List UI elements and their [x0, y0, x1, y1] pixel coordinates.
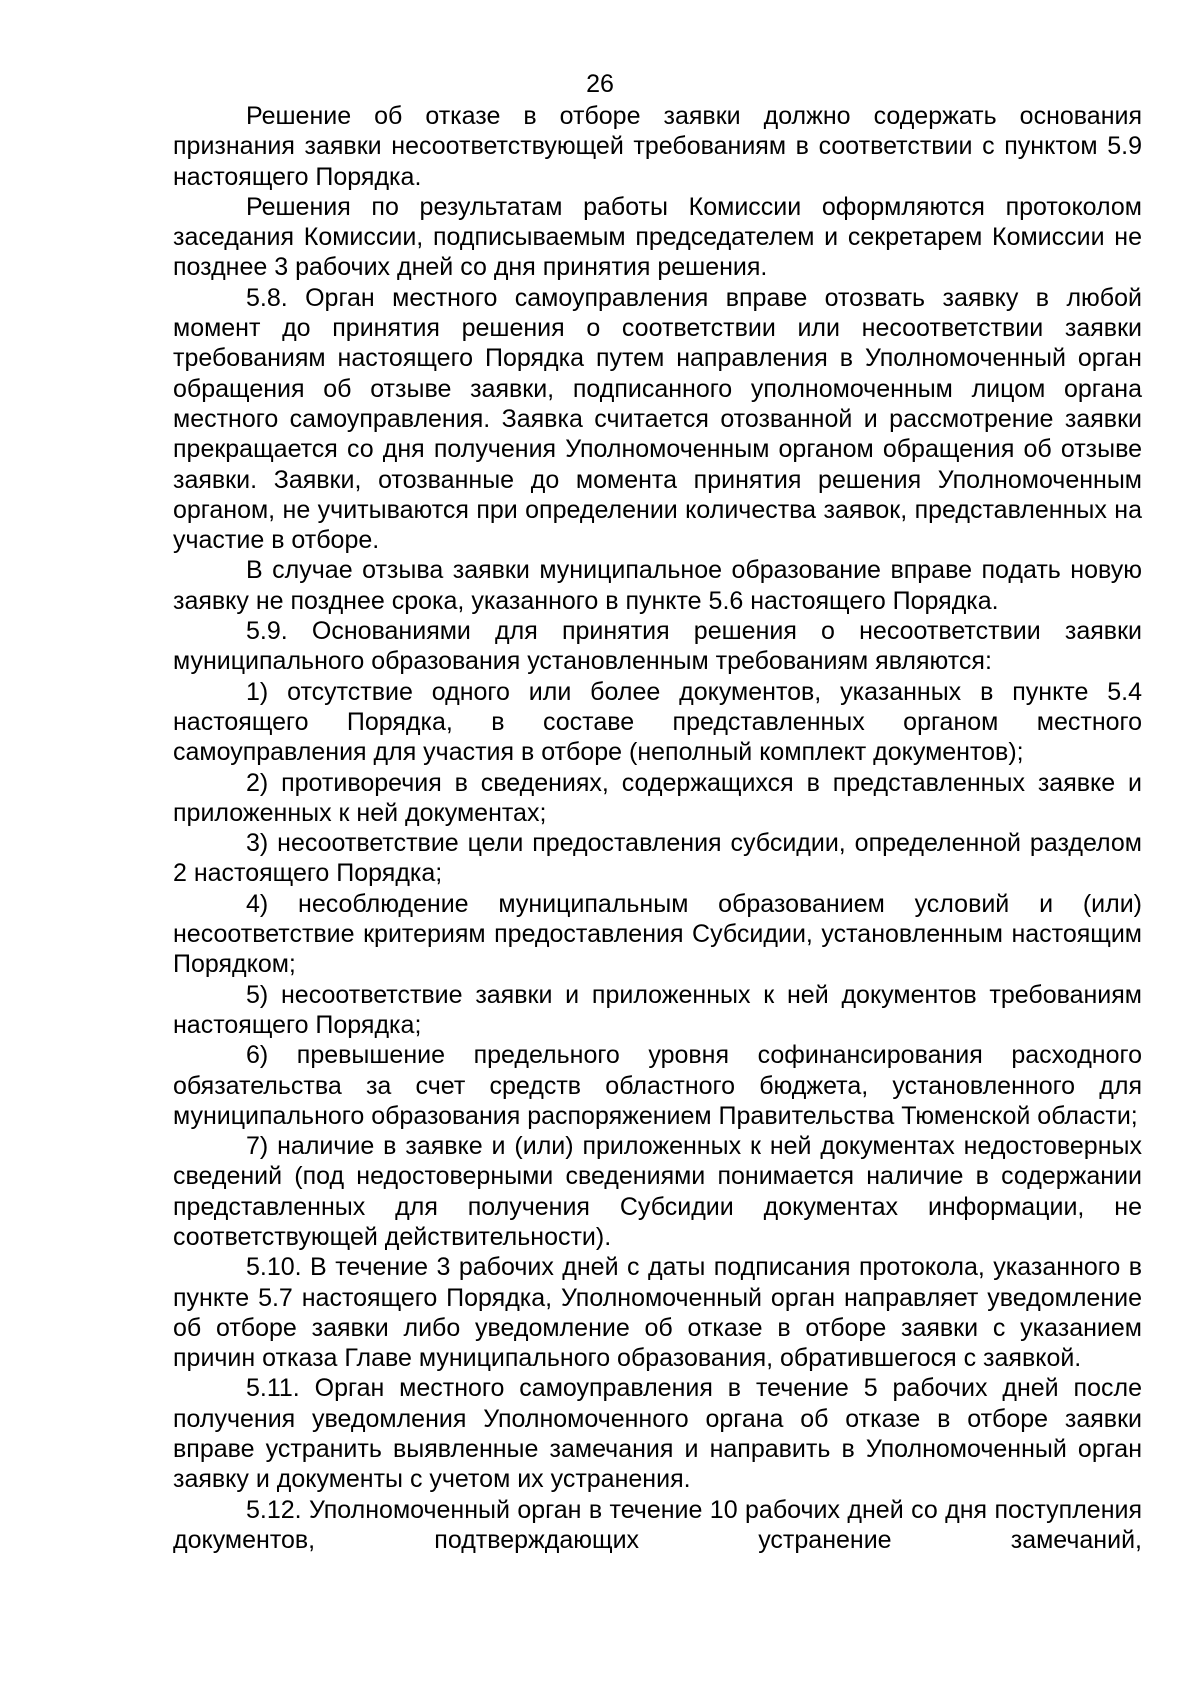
paragraph-withdrawal-new-application: В случае отзыва заявки муниципальное образование вправе подать новую заявку не позднее срока, указанного в пункте 5.6 настоящего Порядка.	[173, 556, 1142, 615]
document-body	[173, 101, 1142, 1555]
paragraph-5-9: 5.9. Основаниями для принятия решения о несоответствии заявки муниципального образования установленным требованиям являются:	[173, 617, 1142, 676]
list-item-3: 3) несоответствие цели предоставления субсидии, определенной разделом 2 настоящего Порядка;	[173, 829, 1142, 888]
list-item-2: 2) противоречия в сведениях, содержащихся в представленных заявке и приложенных к ней документах;	[173, 768, 1142, 827]
paragraph-5-12: 5.12. Уполномоченный орган в течение 10 рабочих дней со дня поступления документов, подтверждающих устранение замечаний,	[173, 1495, 1142, 1554]
paragraph-5-8: 5.8. Орган местного самоуправления вправе отозвать заявку в любой момент до принятия решения о соответствии или несоответствии заявки требованиям настоящего Порядка путем направления в Уполномоченный орган обращения об отзыве заявки, подписанного уполномоченным лицом органа местного самоуправления. Заявка считается отозванной и рассмотрение заявки прекращается со дня получения Уполномоченным органом обращения об отзыве заявки. Заявки, отозванные до момента принятия решения Уполномоченным органом, не учитываются при определении количества заявок, представленных на участие в отборе.	[173, 283, 1142, 555]
list-item-1: 1) отсутствие одного или более документов, указанных в пункте 5.4 настоящего Порядка, в составе представленных органом местного самоуправления для участия в отборе (неполный комплект документов);	[173, 677, 1142, 767]
paragraph-5-10: 5.10. В течение 3 рабочих дней с даты подписания протокола, указанного в пункте 5.7 настоящего Порядка, Уполномоченный орган направляет уведомление об отборе заявки либо уведомление об отказе в отборе заявки с указанием причин отказа Главе муниципального образования, обратившегося с заявкой.	[173, 1253, 1142, 1373]
paragraph-commission-protocol: Решения по результатам работы Комиссии оформляются протоколом заседания Комиссии, подписываемым председателем и секретарем Комиссии не позднее 3 рабочих дней со дня принятия решения.	[173, 192, 1142, 282]
list-item-4: 4) несоблюдение муниципальным образованием условий и (или) несоответствие критериям предоставления Субсидии, установленным настоящим Порядком;	[173, 889, 1142, 979]
list-item-5: 5) несоответствие заявки и приложенных к ней документов требованиям настоящего Порядка;	[173, 980, 1142, 1039]
list-item-6: 6) превышение предельного уровня софинансирования расходного обязательства за счет средств областного бюджета, установленного для муниципального образования распоряжением Правительства Тюменской области;	[173, 1041, 1142, 1130]
page-number: 26	[586, 70, 614, 98]
list-item-7: 7) наличие в заявке и (или) приложенных к ней документах недостоверных сведений (под недостоверными сведениями понимается наличие в содержании представленных для получения Субсидии документах информации, не соответствующей действительности).	[173, 1132, 1142, 1251]
paragraph-refusal-content: Решение об отказе в отборе заявки должно содержать основания признания заявки несоответствующей требованиям в соответствии с пунктом 5.9 настоящего Порядка.	[173, 102, 1142, 191]
paragraph-5-11: 5.11. Орган местного самоуправления в течение 5 рабочих дней после получения уведомления Уполномоченного органа об отказе в отборе заявки вправе устранить выявленные замечания и направить в Уполномоченный орган заявку и документы с учетом их устранения.	[173, 1374, 1142, 1494]
